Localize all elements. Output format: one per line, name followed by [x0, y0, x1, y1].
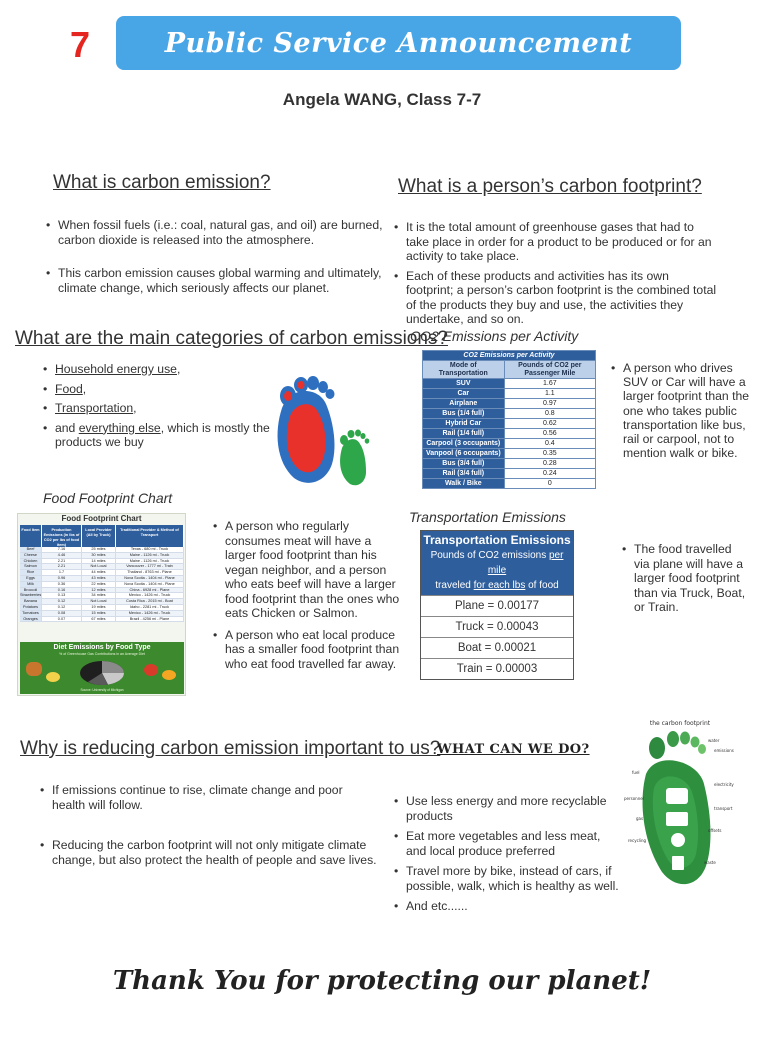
table-cell: 0.12: [42, 605, 82, 610]
table-cell: Mexico - 1426 mi - Truck: [116, 593, 184, 598]
diet-title: Diet Emissions by Food Type: [53, 644, 151, 651]
transport-row-train: Train = 0.00003: [421, 658, 573, 679]
mode-cell: Bus (3/4 full): [423, 459, 505, 469]
table-cell: Maine - 1126 mi - Truck: [116, 559, 184, 564]
table-cell: 0.12: [42, 599, 82, 604]
value-cell: 0.24: [504, 469, 595, 479]
table-cell: Beef: [20, 547, 42, 552]
why-reduce-list: [40, 783, 378, 867]
transportation-title: Transportation Emissions: [409, 509, 566, 525]
table-cell: 7.16: [42, 547, 82, 552]
table-cell: Vancouver - 1777 mi - Train: [116, 564, 184, 569]
table-cell: Eggs: [20, 576, 42, 581]
list-item: • This carbon emission causes global warming and ultimately, climate change, which seriously affects our planet.: [46, 266, 386, 295]
svg-text:offsets: offsets: [708, 828, 722, 833]
svg-text:fuel: fuel: [632, 770, 640, 775]
table-cell: 67 miles: [82, 617, 116, 622]
co2-activity-note: [611, 361, 751, 460]
table-cell: Brazil - 4256 mi - Plane: [116, 617, 184, 622]
table-cell: Tomatoes: [20, 611, 42, 616]
diet-footer: Source: University of Michigan: [80, 688, 124, 692]
value-cell: 0: [504, 479, 595, 489]
food-footprint-list: [213, 519, 405, 671]
table-cell: 2.21: [42, 564, 82, 569]
column-header: Mode of Transportation: [423, 361, 505, 379]
diet-pie-icon: [78, 658, 126, 686]
mode-cell: Bus (1/4 full): [423, 409, 505, 419]
food-footprint-table: [20, 525, 184, 622]
heading-why-reduce: Why is reducing carbon emission important to us?: [20, 738, 441, 759]
mode-cell: Airplane: [423, 399, 505, 409]
heading-carbon-footprint: What is a person’s carbon footprint?: [398, 176, 702, 197]
table-cell: Banana: [20, 599, 42, 604]
value-cell: 1.1: [504, 389, 595, 399]
footprints-icon: [268, 356, 376, 488]
table-cell: Maine - 1126 mi - Truck: [116, 553, 184, 558]
value-cell: 0.35: [504, 449, 595, 459]
column-header: Production Emissions (in lbs of CO2 per lbs of food item): [42, 525, 82, 547]
table-row: [423, 479, 596, 489]
heading-main-categories: What are the main categories of carbon emissions?: [15, 328, 448, 349]
svg-text:emissions: emissions: [714, 748, 734, 753]
list-item: • Use less energy and more recyclable products: [394, 794, 620, 823]
carbon-emission-list: [46, 218, 386, 295]
co2-table-caption: CO2 Emissions per Activity: [423, 351, 596, 361]
list-item: • Reducing the carbon footprint will not only mitigate climate change, but also protect the health of people and save lives.: [40, 838, 378, 867]
table-row: [423, 379, 596, 389]
green-footprint-title: the carbon footprint: [649, 720, 711, 727]
table-cell: 1.7: [42, 570, 82, 575]
svg-text:waste: waste: [704, 860, 716, 865]
table-row: [423, 439, 596, 449]
table-cell: Oranges: [20, 617, 42, 622]
food-footprint-title: Food Footprint Chart: [43, 490, 173, 506]
table-cell: Costa Rica - 2015 mi - Boat: [116, 599, 184, 604]
svg-text:electricity: electricity: [714, 782, 734, 787]
table-cell: 34 miles: [82, 593, 116, 598]
list-item: • Each of these products and activities has its own footprint; a person’s carbon footprint is the combined total of the products they buy and use, the activities they undertake, and so on.: [394, 269, 718, 327]
diet-subtitle: % of Greenhouse Gas Contributions in an Average Diet: [59, 652, 145, 656]
transportation-note: [622, 542, 750, 615]
column-header: Local Provider (All by Truck): [82, 525, 116, 547]
mode-cell: Rail (1/4 full): [423, 429, 505, 439]
list-item: • Household energy use,: [43, 362, 283, 377]
table-cell: Milk: [20, 582, 42, 587]
meat-icon: [26, 662, 42, 676]
table-cell: Broccoli: [20, 588, 42, 593]
table-row: [423, 389, 596, 399]
table-row: [423, 459, 596, 469]
list-item: • and everything else, which is mostly the products we buy: [43, 421, 283, 450]
table-cell: 15 miles: [82, 611, 116, 616]
table-cell: 44 miles: [82, 570, 116, 575]
car-icon: [666, 788, 688, 804]
category-everything-else: everything else: [78, 420, 161, 435]
co2-activity-table: [422, 350, 596, 489]
mode-cell: Carpool (3 occupants): [423, 439, 505, 449]
table-cell: 0.36: [42, 582, 82, 587]
food-table-body: [20, 547, 184, 622]
truck-icon: [666, 812, 688, 826]
orange-icon: [162, 670, 176, 680]
table-cell: Nova Scotia - 1404 mi - Plane: [116, 582, 184, 587]
table-row: [20, 617, 184, 623]
table-cell: Rice: [20, 570, 42, 575]
mode-cell: Rail (3/4 full): [423, 469, 505, 479]
list-item: • When fossil fuels (i.e.: coal, natural gas, and oil) are burned, carbon dioxide is released into the atmosphere.: [46, 218, 386, 247]
mode-cell: SUV: [423, 379, 505, 389]
food-footprint-chart: [17, 513, 186, 696]
transport-row-plane: Plane = 0.00177: [421, 595, 573, 616]
transportation-box-title: Transportation Emissions: [423, 533, 571, 547]
table-row: [423, 469, 596, 479]
svg-text:gas: gas: [636, 816, 644, 821]
diet-emissions-panel: [20, 642, 184, 694]
table-cell: Not Local: [82, 564, 116, 569]
list-item: • A person who regularly consumes meat will have a larger food footprint than his vegan neighbor, and a person who eats beef will have a larger food footprint than the ones who eats Chicken or Salmon.: [213, 519, 405, 621]
mode-cell: Walk / Bike: [423, 479, 505, 489]
recycle-icon: [671, 833, 685, 847]
list-item: • A person who eat local produce has a smaller food footprint than who eat food travelled far away.: [213, 628, 405, 672]
table-cell: Thailand - 8763 mi - Plane: [116, 570, 184, 575]
page-number: 7: [70, 24, 91, 65]
list-item: • The food travelled via plane will have a larger food footprint than via Truck, Boat, or Train.: [622, 542, 750, 615]
heading-what-can-we-do: WHAT CAN WE DO?: [437, 742, 590, 757]
table-cell: 0.07: [42, 617, 82, 622]
table-cell: 19 miles: [82, 605, 116, 610]
table-row: [423, 429, 596, 439]
carbon-footprint-list: [394, 220, 718, 327]
transport-row-truck: Truck = 0.00043: [421, 616, 573, 637]
table-cell: 14 miles: [82, 559, 116, 564]
tomato-icon: [144, 664, 158, 676]
table-cell: Texas - 680 mi - Truck: [116, 547, 184, 552]
transportation-box: [420, 530, 574, 680]
transportation-box-sub2: traveled for each lbs of food: [435, 580, 559, 591]
food-chart-image-title: Food Footprint Chart: [61, 514, 142, 523]
category-food: Food: [55, 381, 83, 396]
column-header: Food Item: [20, 525, 42, 547]
title-banner: [116, 16, 681, 70]
table-cell: 2.21: [42, 559, 82, 564]
list-item: • Travel more by bike, instead of cars, if possible, walk, which is healthy as well.: [394, 864, 620, 893]
table-cell: Cheese: [20, 553, 42, 558]
list-item: • And etc......: [394, 899, 620, 914]
carbon-footprint-icon: [622, 714, 742, 894]
cheese-icon: [46, 672, 60, 682]
table-cell: 0.16: [42, 588, 82, 593]
table-cell: Idaho - 2281 mi - Truck: [116, 605, 184, 610]
value-cell: 0.28: [504, 459, 595, 469]
transportation-box-header: [421, 531, 573, 595]
list-item: • Transportation,: [43, 401, 283, 416]
transportation-box-sub1: Pounds of CO2 emissions per mile: [430, 550, 564, 576]
table-cell: 0.08: [42, 611, 82, 616]
banner-title: Public Service Announcement: [164, 27, 633, 59]
table-row: [423, 409, 596, 419]
table-cell: Salmon: [20, 564, 42, 569]
table-cell: 25 miles: [82, 547, 116, 552]
table-row: [423, 399, 596, 409]
list-item: • It is the total amount of greenhouse gases that had to take place in order for a product to be produced or for an activity to take place.: [394, 220, 718, 264]
table-cell: Nova Scotia - 1404 mi - Plane: [116, 576, 184, 581]
value-cell: 0.8: [504, 409, 595, 419]
category-household: Household energy use: [55, 362, 177, 376]
transport-row-boat: Boat = 0.00021: [421, 637, 573, 658]
value-cell: 0.56: [504, 429, 595, 439]
what-can-we-do-list: [394, 794, 620, 914]
table-cell: 0.13: [42, 593, 82, 598]
list-item: • If emissions continue to rise, climate change and poor health will follow.: [40, 783, 378, 812]
mode-cell: Car: [423, 389, 505, 399]
heading-carbon-emission: What is carbon emission?: [53, 172, 271, 193]
thank-you-message: Thank You for protecting our planet!: [112, 966, 652, 996]
value-cell: 1.67: [504, 379, 595, 389]
author-line: Angela WANG, Class 7-7: [282, 90, 482, 109]
bin-icon: [672, 856, 684, 870]
table-cell: 0.96: [42, 576, 82, 581]
table-cell: Strawberries: [20, 593, 42, 598]
mode-cell: Hybrid Car: [423, 419, 505, 429]
table-cell: 4.46: [42, 553, 82, 558]
table-cell: Potatoes: [20, 605, 42, 610]
svg-text:personnel: personnel: [624, 796, 644, 801]
column-header: Pounds of CO2 per Passenger Mile: [504, 361, 595, 379]
table-cell: 12 miles: [82, 588, 116, 593]
table-row: [423, 449, 596, 459]
table-cell: Not Local: [82, 599, 116, 604]
column-header: Traditional Provider & Method of Transport: [116, 525, 184, 547]
svg-text:transport: transport: [714, 806, 733, 811]
svg-text:recycling: recycling: [628, 838, 647, 843]
mode-cell: Vanpool (6 occupants): [423, 449, 505, 459]
table-cell: 30 miles: [82, 553, 116, 558]
table-cell: 43 miles: [82, 576, 116, 581]
table-cell: China - 6928 mi - Plane: [116, 588, 184, 593]
table-cell: 22 miles: [82, 582, 116, 587]
list-item: • Eat more vegetables and less meat, and local produce preferred: [394, 829, 620, 858]
categories-list: [43, 362, 283, 450]
list-item: • Food,: [43, 382, 283, 397]
svg-text:water: water: [708, 738, 720, 743]
table-cell: Mexico - 1426 mi - Truck: [116, 611, 184, 616]
co2-activity-title: CO2 Emissions per Activity: [410, 328, 579, 344]
category-transportation: Transportation: [55, 401, 134, 415]
value-cell: 0.4: [504, 439, 595, 449]
table-cell: Chicken: [20, 559, 42, 564]
table-row: [423, 419, 596, 429]
value-cell: 0.62: [504, 419, 595, 429]
food-table-header: [20, 525, 184, 547]
value-cell: 0.97: [504, 399, 595, 409]
list-item: • A person who drives SUV or Car will have a larger footprint than the one who takes public transportation like bus, rail or carpool, not to mention walk or bike.: [611, 361, 751, 460]
